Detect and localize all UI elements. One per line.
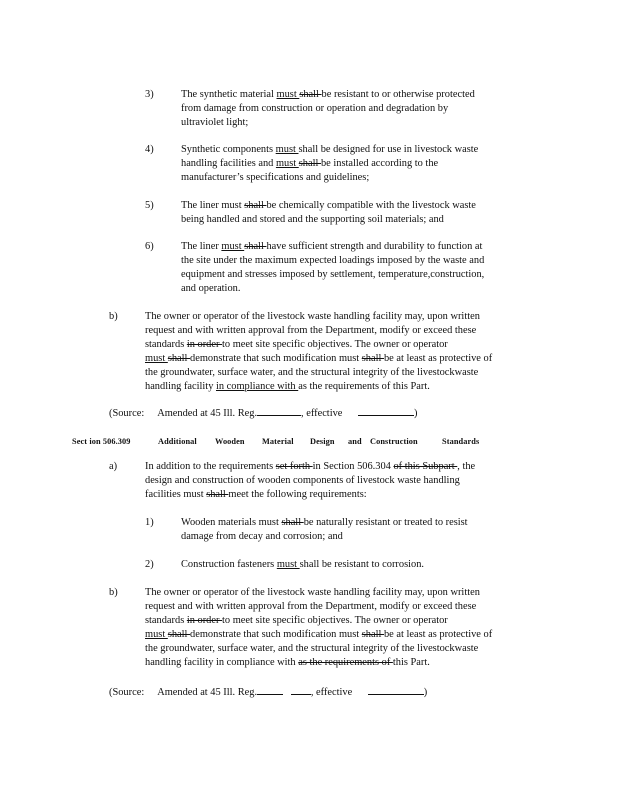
item-6-number: 6)	[145, 241, 154, 252]
wood-item-1-number: 1)	[145, 517, 154, 528]
subsection-b1-label: b)	[109, 311, 118, 322]
item-3-number: 3)	[145, 89, 154, 100]
item-4-number: 4)	[145, 144, 154, 155]
subsection-b1-text: The owner or operator of the livestock waste handling facility may, upon written request and with written approval from the Department, modify or exceed these standards in order to meet site specific objectives. The owner or operator must shall demonstrate that such modification must shall be at least as protective of the groundwater, surface water, and the structural integrity of the livestockwaste handling facility in compliance with as the requirements of this Part.	[145, 311, 493, 392]
source-note-2: (Source: Amended at 45 Ill. Reg. , effective )	[109, 684, 427, 700]
subsection-a-text: In addition to the requirements set forth in Section 506.304 of this Subpart , the design and construction of wooden components of livestock waste handling facilities must shall meet the following requirements:	[145, 461, 476, 500]
source-note-1: (Source: Amended at 45 Ill. Reg. , effective )	[109, 405, 417, 421]
subsection-b2-label: b)	[109, 587, 118, 598]
wood-item-2-text: Construction fasteners must shall be resistant to corrosion.	[181, 559, 424, 570]
subsection-b2-text: The owner or operator of the livestock waste handling facility may, upon written request and with written approval from the Department, modify or exceed these standards in order to meet site specific objectives. The owner or operator must shall demonstrate that such modification must shall be at least as protective of the groundwater, surface water, and the structural integrity of the livestockwaste handling facility in compliance with as the requirements of this Part.	[145, 587, 493, 668]
item-5-number: 5)	[145, 200, 154, 211]
item-6-text: The liner must shall have sufficient strength and durability to function at the site under the maximum expected loadings imposed by the waste and equipment and stresses imposed by settlement, temperature,construction, and operation.	[181, 241, 485, 294]
item-5-text: The liner must shall be chemically compatible with the livestock waste being handled and stored and the supporting soil materials; and	[181, 200, 476, 225]
item-4-text: Synthetic components must shall be designed for use in livestock waste handling facilities and must shall be installed according to the manufacturer’s specifications and guidelines;	[181, 144, 479, 183]
wood-item-2-number: 2)	[145, 559, 154, 570]
wood-item-1-text: Wooden materials must shall be naturally resistant or treated to resist damage from decay and corrosion; and	[181, 517, 468, 542]
subsection-a-label: a)	[109, 461, 118, 472]
item-3-text: The synthetic material must shall be resistant to or otherwise protected from damage from construction or operation and degradation by ultraviolet light;	[181, 89, 475, 128]
